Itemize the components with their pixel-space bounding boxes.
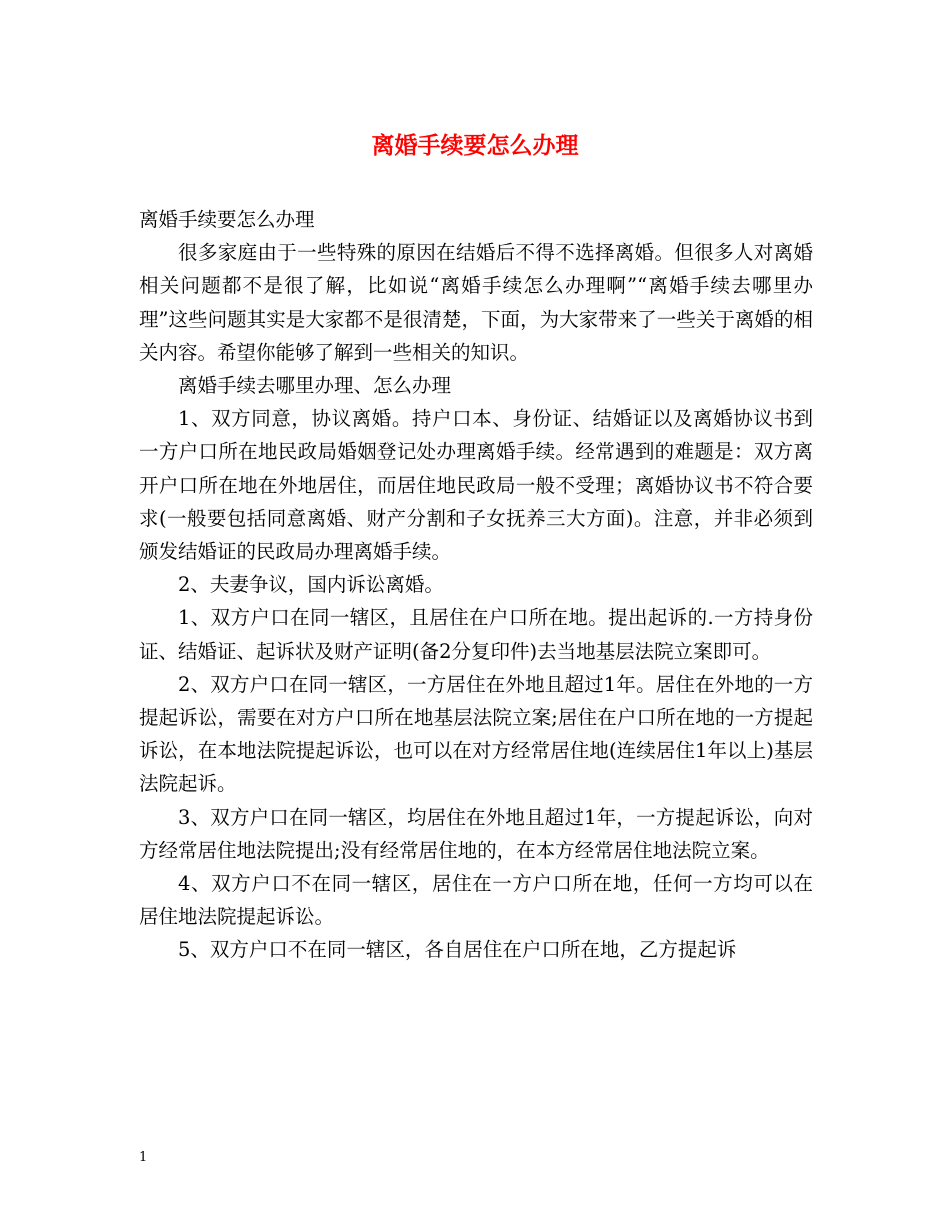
document-title: 离婚手续要怎么办理 [371,132,579,159]
paragraph-case-1: 1、双方户口在同一辖区，且居住在户口所在地。提出起诉的.一方持身份证、结婚证、起诉状及财产证明(备2分复印件)去当地基层法院立案即可。 [139,606,813,663]
paragraph-case-5: 5、双方户口不在同一辖区，各自居住在户口所在地，乙方提起诉 [178,938,737,962]
paragraph-agreement-divorce: 1、双方同意，协议离婚。持户口本、身份证、结婚证以及离婚协议书到一方户口所在地民政局婚姻登记处办理离婚手续。经常遇到的难题是：双方离开户口所在地在外地居住，而居住地民政局一般不受理；离婚协议书不符合要求(一般要包括同意离婚、财产分割和子女抚养三大方面)。注意，并非必须到颁发结婚证的民政局办理离婚手续。 [139,407,813,564]
page-number: 1 [139,1150,148,1165]
document-body [139,203,813,967]
paragraph-intro: 很多家庭由于一些特殊的原因在结婚后不得不选择离婚。但很多人对离婚相关问题都不是很了解，比如说“离婚手续怎么办理啊”“离婚手续去哪里办理”这些问题其实是大家都不是很清楚，下面，为大家带来了一些关于离婚的相关内容。希望你能够了解到一些相关的知识。 [139,241,813,364]
paragraph-heading: 离婚手续要怎么办理 [139,208,315,231]
paragraph-case-4: 4、双方户口不在同一辖区，居住在一方户口所在地，任何一方均可以在居住地法院提起诉讼。 [139,872,813,929]
paragraph-subheading: 离婚手续去哪里办理、怎么办理 [178,374,452,398]
paragraph-litigation-divorce: 2、夫妻争议，国内诉讼离婚。 [178,573,444,597]
paragraph-case-2: 2、双方户口在同一辖区，一方居住在外地且超过1年。居住在外地的一方提起诉讼，需要在对方户口所在地基层法院立案;居住在户口所在地的一方提起诉讼，在本地法院提起诉讼，也可以在对方经常居住地(连续居住1年以上)基层法院起诉。 [139,672,813,796]
paragraph-case-3: 3、双方户口在同一辖区，均居住在外地且超过1年，一方提起诉讼，向对方经常居住地法院提出;没有经常居住地的，在本方经常居住地法院立案。 [139,805,813,862]
